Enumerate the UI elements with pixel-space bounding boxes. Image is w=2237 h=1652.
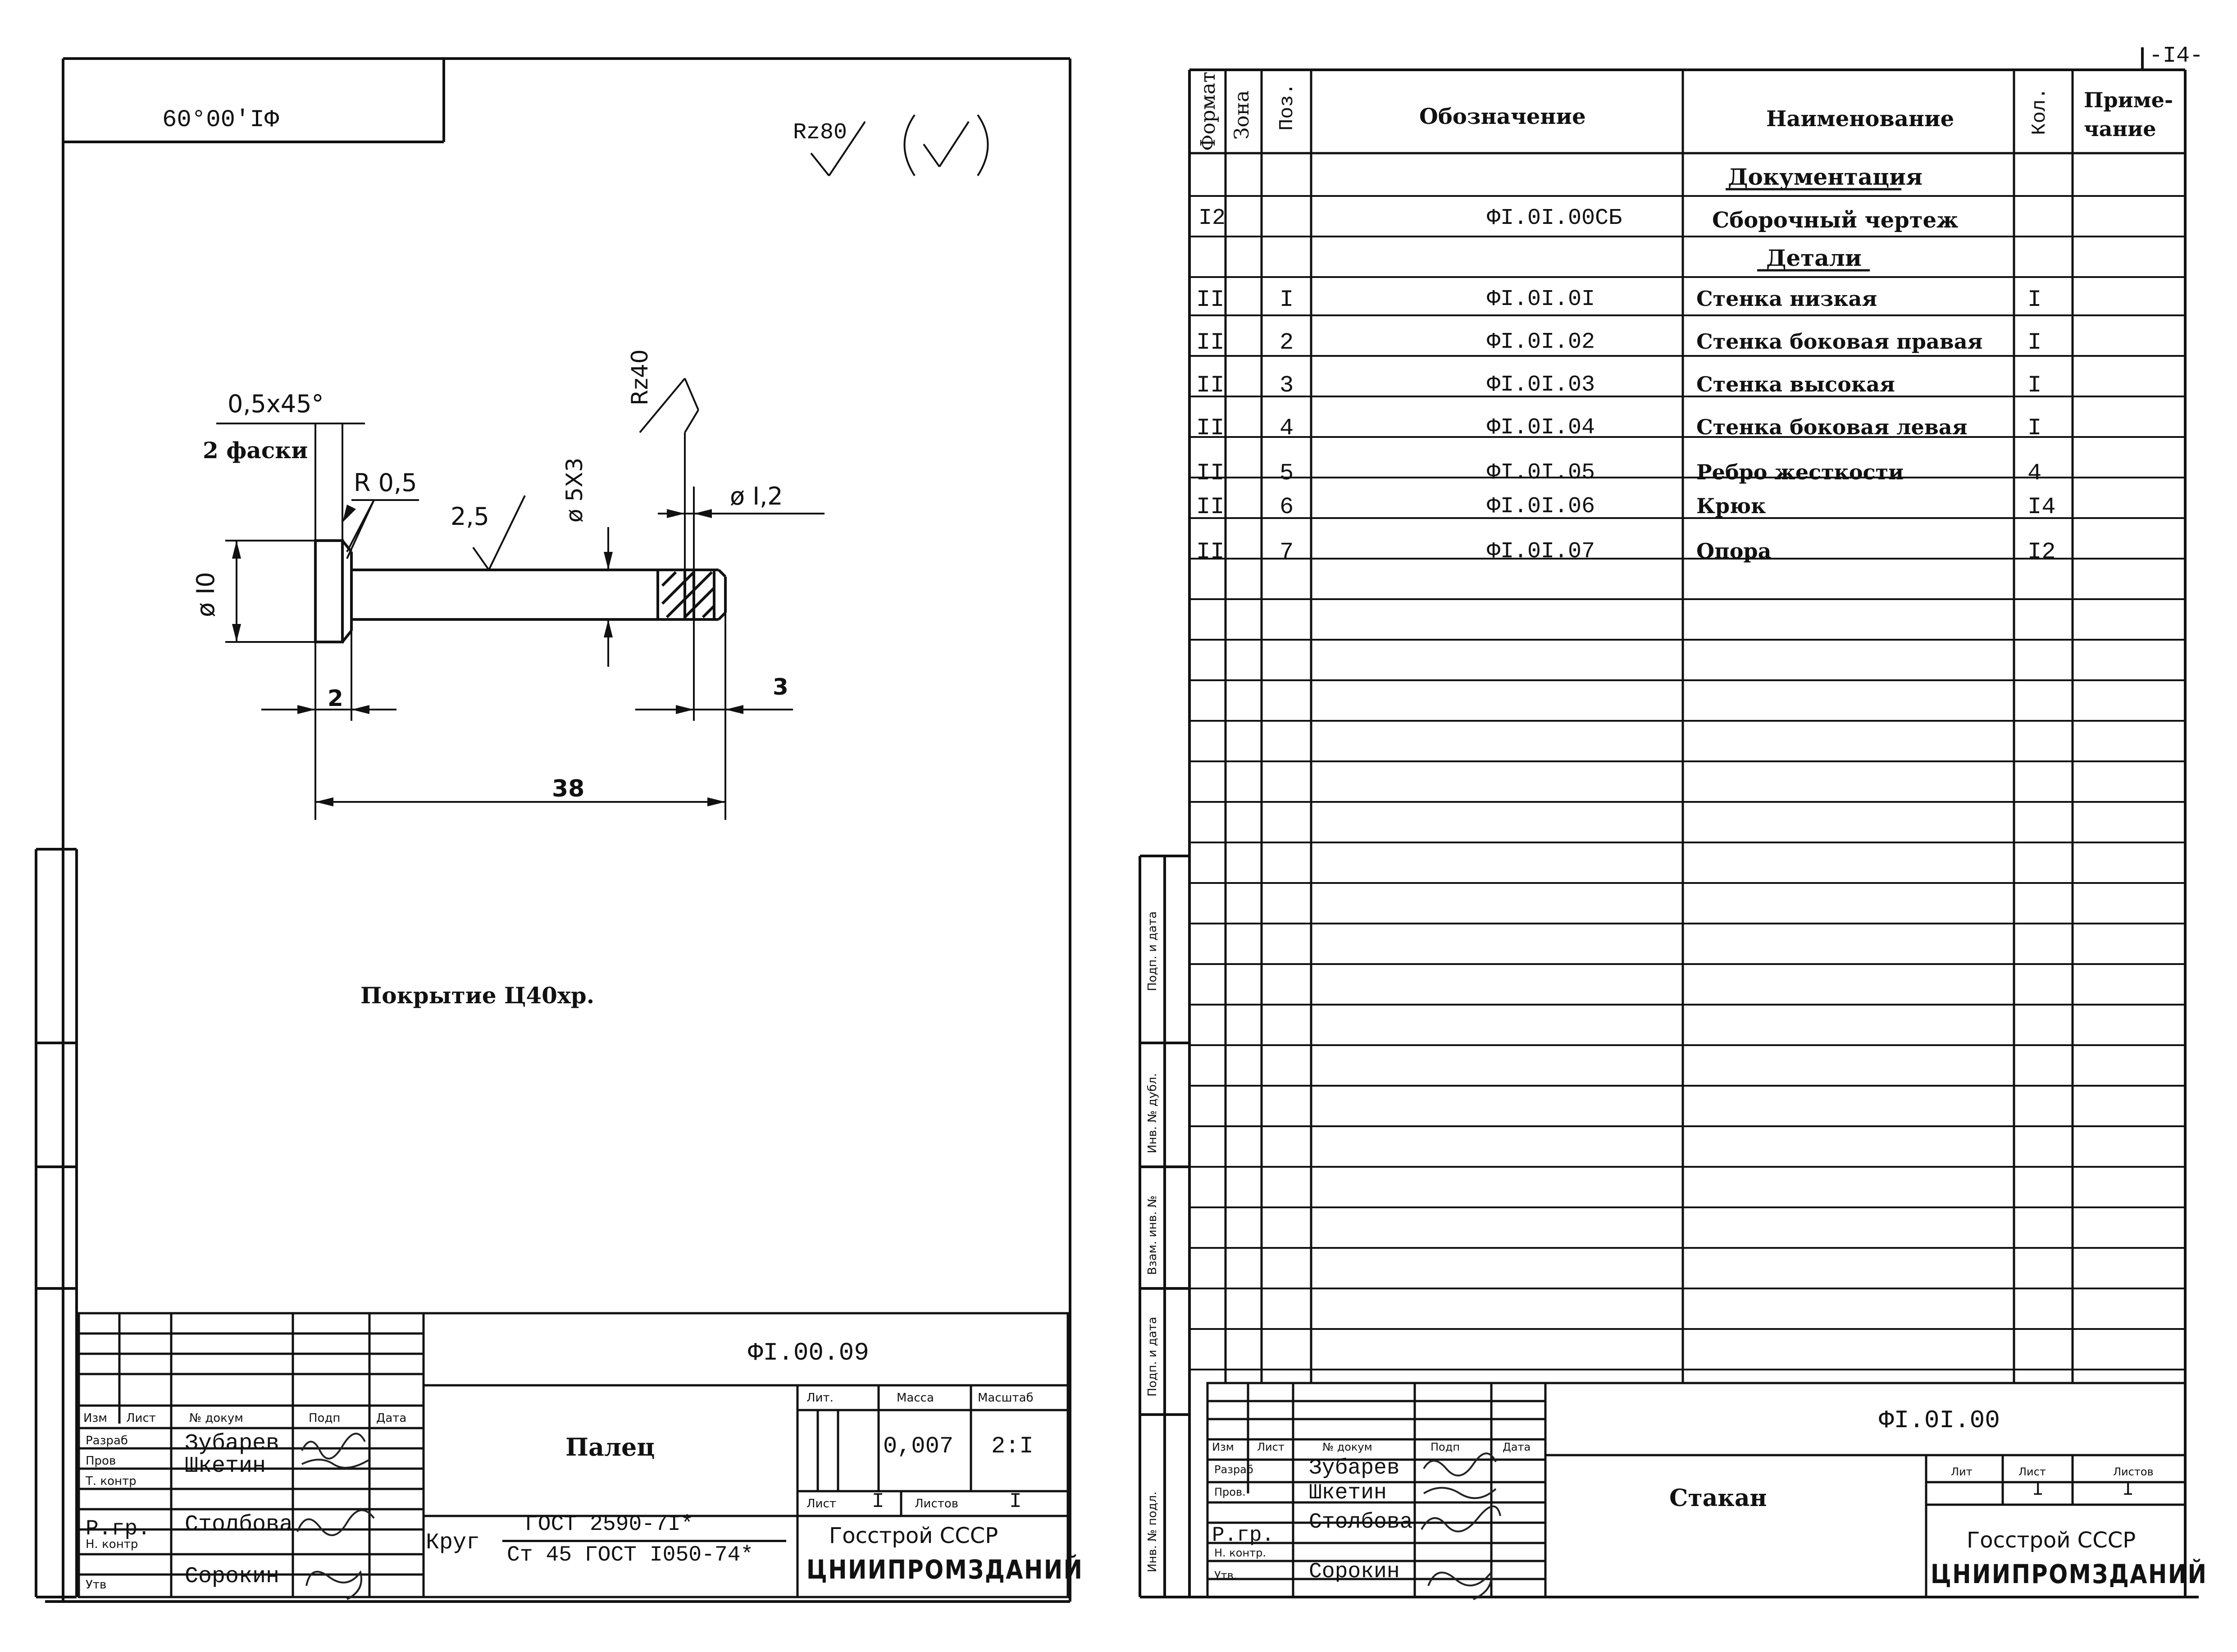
spec-row-format: II xyxy=(1196,372,1225,399)
spec-row-format: II xyxy=(1196,329,1225,356)
material-prefix: Круг xyxy=(426,1530,480,1556)
side-label-1: Инв. № дубл. xyxy=(1146,1073,1159,1153)
spec-row-pos: 6 xyxy=(1280,494,1294,520)
left-name-5: Сорокин xyxy=(185,1564,280,1589)
left-name-0: Зубарев xyxy=(185,1431,280,1456)
head-diameter-dim: ø I0 xyxy=(191,572,220,617)
right-sheet-value: I xyxy=(2032,1479,2044,1501)
left-sheets-value: I xyxy=(1009,1490,1022,1513)
doc-name: Сборочный чертеж xyxy=(1712,208,1959,233)
left-col-list: Лист xyxy=(126,1411,156,1425)
left-sheet-value: I xyxy=(872,1490,884,1513)
spec-row-qty: 4 xyxy=(2027,460,2042,487)
right-col-doc: № докум xyxy=(1322,1441,1372,1453)
left-mass-label: Масса xyxy=(897,1391,934,1405)
left-col-doc: № докум xyxy=(189,1411,243,1425)
chamfer-note: 2 фаски xyxy=(203,437,308,464)
spec-row-designation: ФI.0I.05 xyxy=(1487,460,1595,486)
material-top: ГОСТ 2590-7I* xyxy=(525,1512,694,1537)
end-length-dim: 3 xyxy=(773,674,788,700)
left-org-top: Госстрой СССР xyxy=(829,1523,998,1548)
spec-row-name: Опора xyxy=(1696,539,1772,563)
spec-row-designation: ФI.0I.0I xyxy=(1487,287,1595,312)
left-signatures xyxy=(293,1428,383,1604)
left-scale-label: Масштаб xyxy=(978,1391,1034,1405)
left-role-4: Н. контр xyxy=(86,1538,138,1551)
spec-row-name: Стенка боковая левая xyxy=(1696,415,1968,439)
side-label-0: Подп. и дата xyxy=(1146,911,1159,991)
spec-row-format: II xyxy=(1196,460,1225,487)
header-format: Формат xyxy=(1197,72,1220,151)
header-designation: Обозначение xyxy=(1419,104,1586,129)
spec-table-grid xyxy=(1189,70,2185,1383)
page-marker: -I4- xyxy=(2149,43,2204,69)
spec-row-pos: 3 xyxy=(1280,372,1294,399)
header-zone: Зона xyxy=(1230,90,1253,140)
left-role-3: Р.гр. xyxy=(86,1517,151,1541)
material-bottom: Ст 45 ГОСТ I050-74* xyxy=(507,1543,754,1567)
side-label-4: Инв. № подл. xyxy=(1146,1491,1159,1572)
spec-row-pos: 4 xyxy=(1280,415,1294,441)
spec-row-format: II xyxy=(1196,539,1225,565)
spec-row-name: Стенка высокая xyxy=(1696,372,1895,396)
left-designation: ФI.00.09 xyxy=(748,1338,869,1367)
left-col-sign: Подп xyxy=(309,1411,341,1425)
right-col-izm: Изм xyxy=(1212,1441,1234,1453)
chamfer-dim: 0,5x45° xyxy=(228,390,324,418)
left-role-0: Разраб xyxy=(86,1434,128,1447)
right-role-1: Пров. xyxy=(1214,1486,1246,1498)
groove-dim: ø 5Х3 xyxy=(561,457,588,523)
doc-designation: ФI.0I.00СБ xyxy=(1487,205,1622,231)
pin-drawing xyxy=(315,541,725,642)
spec-row-designation: ФI.0I.04 xyxy=(1487,415,1595,441)
hole-diameter-dim: ø I,2 xyxy=(730,482,783,510)
right-role-5: Утв. xyxy=(1214,1569,1237,1582)
right-role-3: Р.гр. xyxy=(1212,1524,1275,1547)
material-divider xyxy=(502,1540,786,1542)
section-documents: Документация xyxy=(1728,164,1923,190)
spec-row-designation: ФI.0I.03 xyxy=(1487,372,1595,398)
left-org-bottom: ЦНИИПРОМЗДАНИЙ xyxy=(806,1554,1084,1585)
roughness-shaft: 2,5 xyxy=(451,502,489,531)
spec-row-qty: I xyxy=(2027,415,2042,441)
left-role-1: Пров xyxy=(86,1454,116,1468)
spec-row-designation: ФI.0I.07 xyxy=(1487,539,1595,564)
spec-row-format: II xyxy=(1196,415,1225,441)
spec-row-designation: ФI.0I.06 xyxy=(1487,494,1595,519)
right-name-5: Сорокин xyxy=(1309,1560,1400,1584)
right-sheet-label: Лист xyxy=(2018,1465,2046,1478)
right-designation: ФI.0I.00 xyxy=(1879,1406,2000,1435)
spec-row-name: Стенка боковая правая xyxy=(1696,329,1983,354)
right-sheets-label: Листов xyxy=(2113,1465,2154,1478)
section-parts: Детали xyxy=(1766,245,1862,271)
spec-row-pos: 2 xyxy=(1280,329,1294,356)
right-name-1: Шкетин xyxy=(1309,1481,1387,1505)
left-sheets-label: Листов xyxy=(915,1497,959,1511)
spec-row-format: II xyxy=(1196,287,1225,313)
header-qty: Кол. xyxy=(2028,87,2051,135)
spec-row-qty: I xyxy=(2027,372,2042,399)
side-label-2: Взам. инв. № xyxy=(1146,1195,1159,1275)
right-sheets-value: I xyxy=(2122,1479,2134,1501)
spec-row-qty: I2 xyxy=(2027,539,2056,565)
right-col-date: Дата xyxy=(1503,1441,1531,1453)
right-role-4: Н. контр. xyxy=(1214,1547,1267,1559)
total-length-dim: 38 xyxy=(552,775,585,802)
right-name-0: Зубарев xyxy=(1309,1456,1400,1480)
spec-row-pos: I xyxy=(1280,287,1294,313)
left-role-5: Утв xyxy=(86,1578,107,1592)
spec-row-qty: I4 xyxy=(2027,494,2056,520)
header-name: Наименование xyxy=(1766,106,1955,132)
spec-row-format: II xyxy=(1196,494,1225,520)
radius-dim: R 0,5 xyxy=(354,469,417,497)
right-org-top: Госстрой СССР xyxy=(1967,1528,2136,1553)
header-note: Приме- чание xyxy=(2084,88,2173,141)
left-part-name: Палец xyxy=(565,1433,655,1461)
spec-row-qty: I xyxy=(2027,329,2042,356)
roughness-hole: Rz40 xyxy=(627,349,653,405)
roughness-general: Rz80 xyxy=(793,120,847,146)
side-label-3: Подп. и дата xyxy=(1146,1316,1159,1397)
assembly-name: Стакан xyxy=(1669,1484,1767,1512)
left-sheet-label: Лист xyxy=(806,1497,836,1511)
doc-format: I2 xyxy=(1198,205,1226,231)
left-col-izm: Изм xyxy=(83,1411,107,1425)
spec-row-pos: 7 xyxy=(1280,539,1294,565)
right-signatures xyxy=(1415,1451,1505,1604)
right-role-0: Разраб xyxy=(1214,1463,1253,1476)
header-pos: Поз. xyxy=(1276,83,1298,131)
right-col-sign: Подп xyxy=(1431,1441,1460,1453)
left-lit-label: Лит. xyxy=(806,1391,834,1405)
right-col-list: Лист xyxy=(1257,1441,1285,1453)
right-org-bottom: ЦНИИПРОМЗДАНИЙ xyxy=(1931,1559,2208,1589)
left-role-2: Т. контр xyxy=(86,1475,137,1488)
head-length-dim: 2 xyxy=(328,685,343,711)
spec-row-name: Стенка низкая xyxy=(1696,287,1877,311)
left-name-3: Столбова xyxy=(185,1512,293,1538)
spec-row-designation: ФI.0I.02 xyxy=(1487,329,1595,355)
left-name-1: Шкетин xyxy=(185,1453,266,1479)
spec-row-pos: 5 xyxy=(1280,460,1294,487)
coating-note: Покрытие Ц40хр. xyxy=(360,982,595,1009)
right-name-3: Столбова xyxy=(1309,1510,1413,1534)
left-mass-value: 0,007 xyxy=(883,1433,954,1460)
right-lit-label: Лит xyxy=(1951,1465,1973,1478)
left-scale-value: 2:I xyxy=(991,1433,1034,1460)
spec-row-name: Крюк xyxy=(1696,494,1766,518)
spec-row-qty: I xyxy=(2027,287,2042,313)
corner-code: 60°00'IФ xyxy=(162,106,279,134)
left-col-date: Дата xyxy=(376,1411,407,1425)
spec-row-name: Ребро жесткости xyxy=(1696,460,1904,484)
